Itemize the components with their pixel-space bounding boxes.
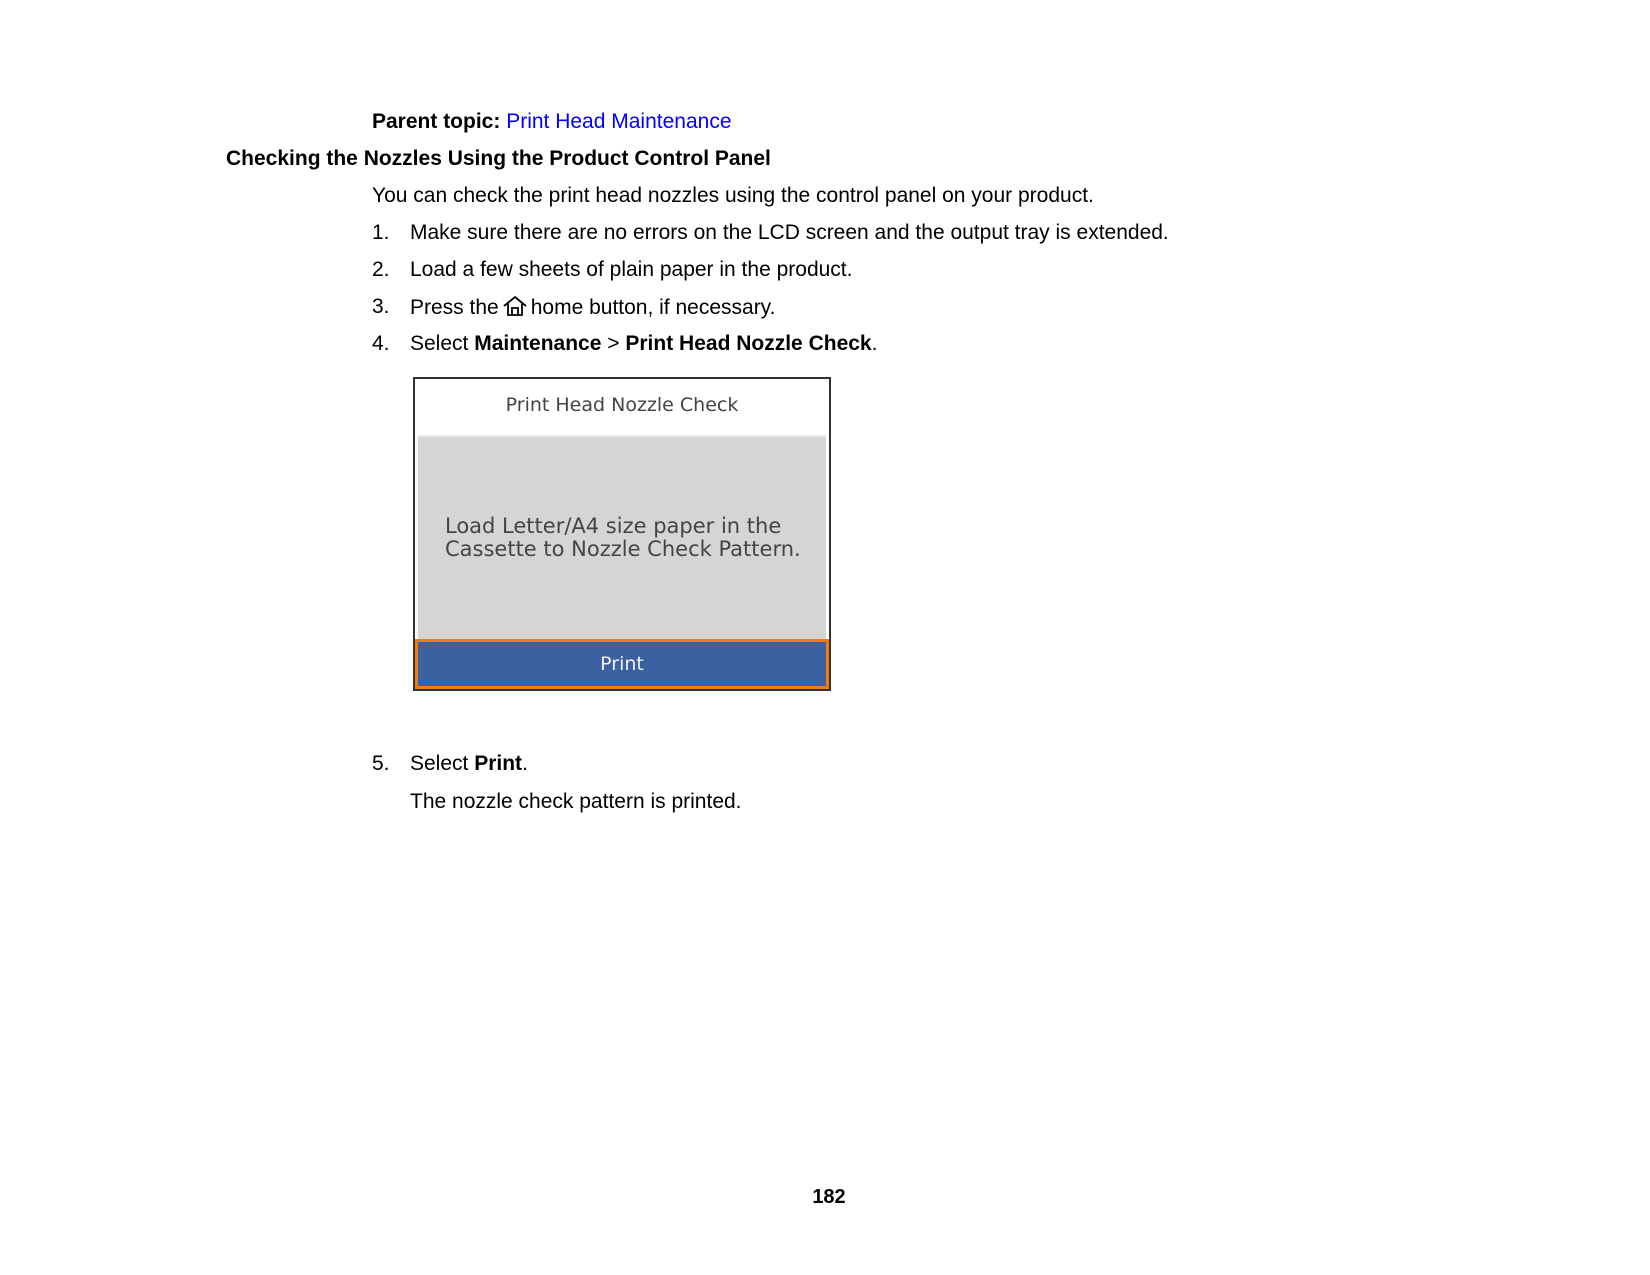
separator: > xyxy=(607,332,620,355)
lcd-message xyxy=(445,515,801,561)
parent-topic-label: Parent topic: xyxy=(372,110,501,133)
step-number: 4. xyxy=(372,332,390,355)
period: . xyxy=(522,752,528,775)
lcd-print-button: Print xyxy=(415,639,829,689)
step-text: Select xyxy=(410,332,469,355)
home-icon xyxy=(502,295,528,323)
print-label: Print xyxy=(474,752,523,775)
lcd-message-line: Cassette to Nozzle Check Pattern. xyxy=(445,537,801,561)
period: . xyxy=(871,332,878,355)
step-text: Press the xyxy=(410,296,499,319)
parent-topic-link[interactable]: Print Head Maintenance xyxy=(506,110,732,133)
parent-topic xyxy=(372,110,732,134)
step-number: 2. xyxy=(372,258,390,281)
section-heading: Checking the Nozzles Using the Product Control Panel xyxy=(226,147,771,170)
step-text: Select xyxy=(410,752,469,775)
step-text: home button, if necessary. xyxy=(530,296,776,319)
intro-text: You can check the print head nozzles using the control panel on your product. xyxy=(372,184,1094,207)
lcd-message-line: Load Letter/A4 size paper in the xyxy=(445,514,782,538)
menu-print-head-nozzle-check: Print Head Nozzle Check xyxy=(625,332,872,355)
step-5-result: The nozzle check pattern is printed. xyxy=(410,790,742,813)
lcd-screenshot xyxy=(413,377,831,691)
step-number: 3. xyxy=(372,295,390,318)
step-text: Make sure there are no errors on the LCD screen and the output tray is extended. xyxy=(410,221,1169,244)
lcd-message-area xyxy=(418,435,826,641)
menu-maintenance: Maintenance xyxy=(474,332,602,355)
page-number: 182 xyxy=(812,1186,846,1208)
lcd-title: Print Head Nozzle Check xyxy=(415,379,829,432)
step-number: 5. xyxy=(372,752,390,775)
step-number: 1. xyxy=(372,221,390,244)
step-text: Load a few sheets of plain paper in the product. xyxy=(410,258,853,281)
